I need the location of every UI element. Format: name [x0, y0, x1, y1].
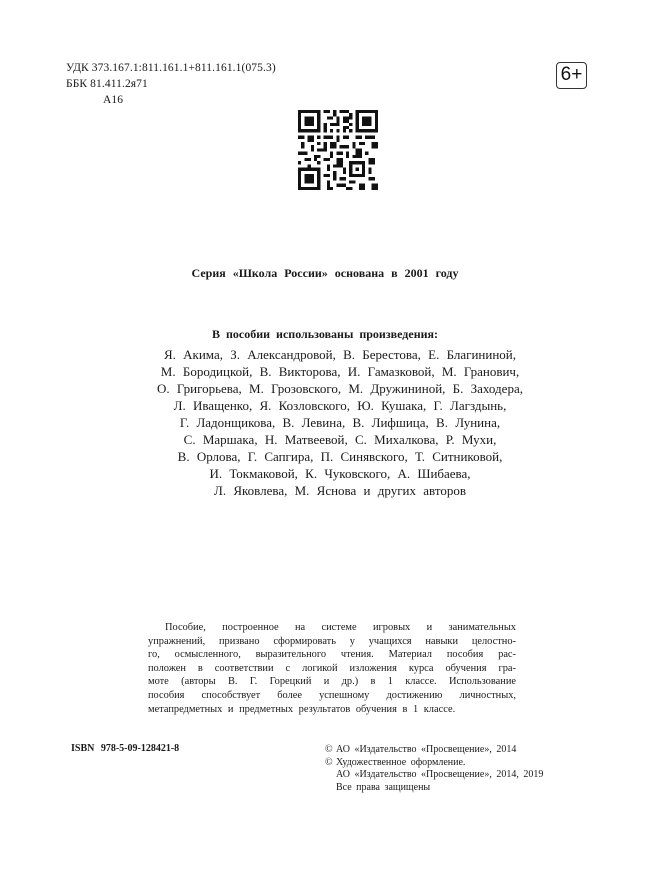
authors-line: Г. Ладонщикова, В. Левина, В. Лифшица, В. Лунина, [179, 415, 501, 430]
annotation-line: положен в соответствии с логикой изложения курса обучения гра- [148, 662, 516, 674]
authors-list [120, 346, 560, 499]
works-heading: В пособии использованы произведения: [211, 327, 439, 341]
age-rating-badge: 6+ [556, 62, 587, 89]
copyright-design-publisher: АО «Издательство «Просвещение», 2014, 2019 [336, 769, 544, 781]
udk-row [66, 60, 276, 76]
copyright-icon: © [325, 756, 333, 768]
copyright-row [325, 757, 543, 770]
annotation-line: пособия способствует более успешному достижению личностных, [148, 689, 516, 701]
annotation-line: упражнений, призвано сформировать у учащихся навыки целостно- [148, 635, 516, 647]
copyright-design: Художественное оформление. [336, 756, 466, 768]
authors-line: И. Токмаковой, К. Чуковского, А. Шибаева, [209, 466, 471, 481]
bbk-value: 81.411.2я71 [90, 78, 148, 90]
isbn: ISBN 978-5-09-128421-8 [71, 743, 180, 754]
copyright-row [325, 744, 543, 757]
copyright-icon: © [325, 744, 333, 755]
udk-value: 373.167.1:811.161.1+811.161.1(075.3) [91, 62, 276, 74]
bbk-label: ББК [66, 78, 88, 90]
authors-line: С. Маршака, Н. Матвеевой, С. Михалкова, Р. Мухи, [183, 432, 497, 447]
authors-line: Л. Иващенко, Я. Козловского, Ю. Кушака, Г. Лагздынь, [173, 398, 507, 413]
library-codes [66, 60, 276, 108]
copyright-publisher: АО «Издательство «Просвещение», 2014 [336, 744, 517, 755]
annotation-paragraph [148, 621, 516, 716]
author-mark: А16 [103, 94, 124, 106]
authors-line: О. Григорьева, М. Грозовского, М. Дружининой, Б. Заходера, [157, 381, 523, 396]
authors-line: Я. Акима, З. Александровой, В. Берестова, Е. Благининой, [163, 347, 517, 362]
bbk-row [66, 76, 276, 92]
authors-line: В. Орлова, Г. Сапгира, П. Синявского, Т. Ситниковой, [177, 449, 503, 464]
annotation-line: моте (авторы В. Г. Горецкий и др.) в 1 классе. Использование [148, 676, 516, 688]
qr-code-graphic [298, 110, 378, 190]
authors-line: Л. Яковлева, М. Яснова и других авторов [214, 483, 466, 498]
rights-reserved: Все права защищены [336, 781, 431, 793]
authors-line: М. Бородицкой, В. Викторова, И. Гамазковой, М. Гранович, [160, 364, 520, 379]
annotation-line: го, осмысленного, выразительного чтения. Материал пособия рас- [148, 649, 516, 661]
udk-label: УДК [66, 62, 89, 74]
annotation-line: метапредметных и предметных результатов обучения в 1 классе. [148, 703, 456, 715]
series-statement: Серия «Школа России» основана в 2001 году [191, 266, 459, 280]
annotation-line: Пособие, построенное на системе игровых и занимательных [165, 622, 516, 633]
qr-code-icon[interactable] [298, 110, 378, 190]
copyright-block [325, 744, 543, 794]
